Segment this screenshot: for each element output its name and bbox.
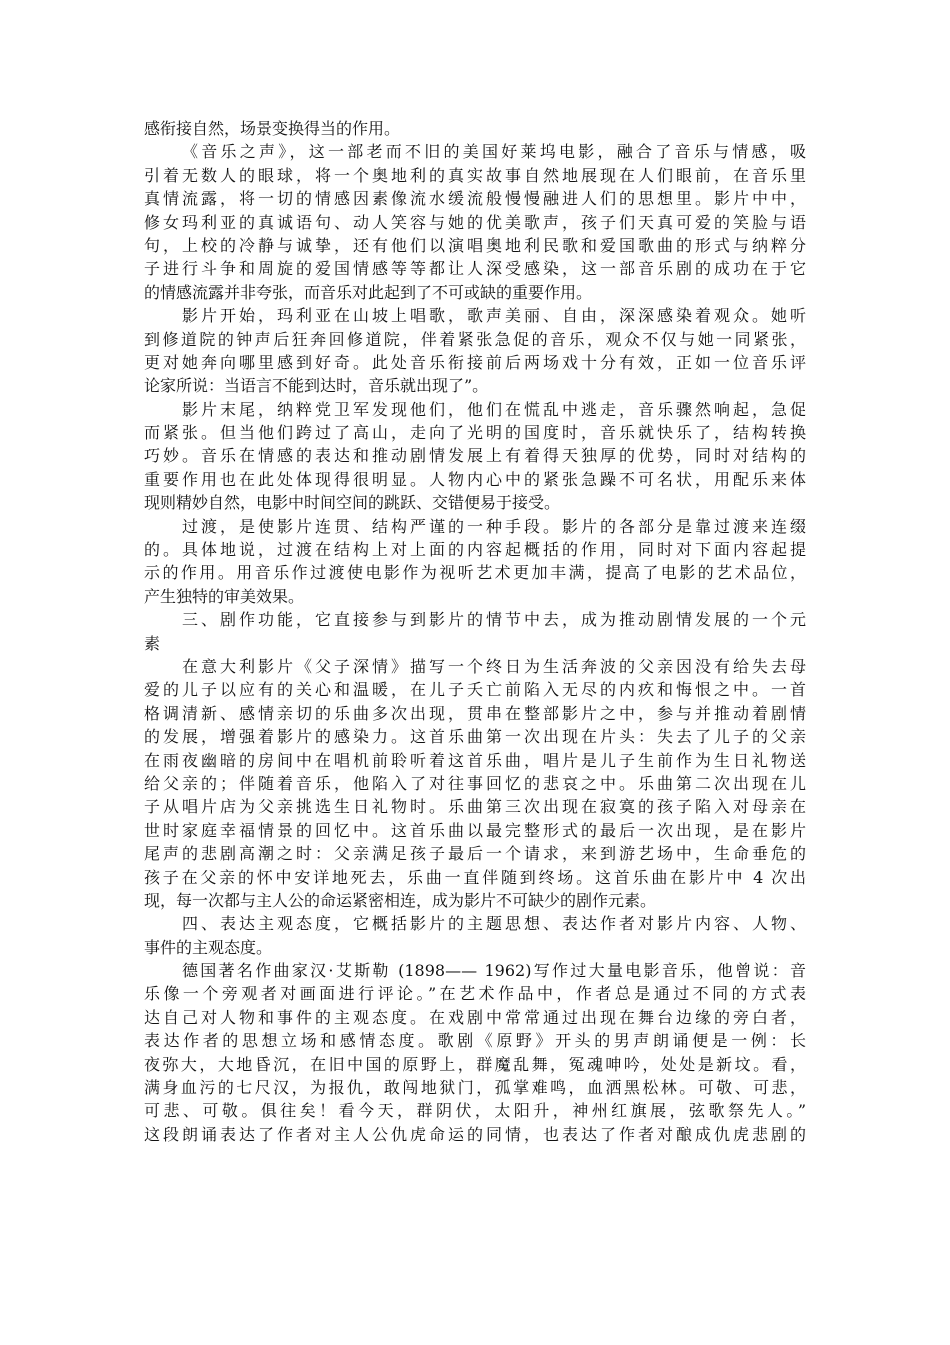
document-page — [144, 117, 806, 1146]
paragraph-p5 — [144, 515, 806, 609]
text-line: 真情流露，将一切的情感因素像流水缓流般慢慢融进人们的思想里。影片中中， — [144, 189, 806, 209]
paragraph-p7 — [144, 655, 806, 912]
text-line: 影片开始，玛利亚在山坡上唱歌，歌声美丽、自由，深深感染着观众。她听 — [182, 306, 806, 326]
text-line: 这段朗诵表达了作者对主人公仇虎命运的同情，也表达了作者对酿成仇虎悲剧的 — [144, 1124, 806, 1144]
text-line: 现则精妙自然，电影中时间空间的跳跃、交错便易于接受。 — [144, 493, 561, 513]
text-line: 感衔接自然，场景变换得当的作用。 — [144, 119, 401, 138]
text-line: 爱的儿子以应有的关心和温暖，在儿子夭亡前陷入无尽的内疚和悔恨之中。一首 — [144, 680, 806, 700]
text-line: 尾声的悲剧高潮之时：父亲满足孩子最后一个请求，来到游艺场中，生命垂危的 — [144, 844, 806, 864]
text-line: 的情感流露并非夸张，而音乐对此起到了不可或缺的重要作用。 — [144, 282, 593, 302]
paragraph-p6 — [144, 608, 806, 655]
paragraph-p8 — [144, 912, 806, 959]
text-line: 的。具体地说，过渡在结构上对上面的内容起概括的作用，同时对下面内容起提 — [144, 540, 806, 560]
text-line: 《音乐之声》，这一部老而不旧的美国好莱坞电影，融合了音乐与情感，吸 — [182, 142, 806, 162]
text-line: 子从唱片店为父亲挑选生日礼物时。乐曲第三次出现在寂寞的孩子陷入对母亲在 — [144, 797, 806, 817]
text-line: 事件的主观态度。 — [144, 937, 273, 957]
text-line: 乐像一个旁观者对画面进行评论。”在艺术作品中，作者总是通过不同的方式表 — [144, 984, 806, 1004]
text-line: 德国著名作曲家汉·艾斯勒 (1898—— 1962)写作过大量电影音乐，他曾说：音 — [182, 961, 806, 981]
text-line: 到修道院的钟声后狂奔回修道院，伴着紧张急促的音乐，观众不仅与她一同紧张， — [144, 329, 806, 349]
text-line: 示的作用。用音乐作过渡使电影作为视听艺术更加丰满，提高了电影的艺术品位， — [144, 563, 806, 583]
text-line: 过渡，是使影片连贯、结构严谨的一种手段。影片的各部分是靠过渡来连缀 — [182, 516, 806, 536]
paragraph-p2 — [144, 140, 806, 304]
paragraph-p1 — [144, 117, 806, 140]
text-line: 巧妙。音乐在情感的表达和推动剧情发展上有着得天独厚的优势，同时对结构的 — [144, 446, 806, 466]
paragraph-p4 — [144, 398, 806, 515]
text-line: 格调清新、感情亲切的乐曲多次出现，贯串在整部影片之中，参与并推动着剧情 — [144, 703, 806, 723]
text-line: 在意大利影片《父子深情》描写一个终日为生活奔波的父亲因没有给失去母 — [182, 656, 806, 676]
text-line: 而紧张。但当他们跨过了高山，走向了光明的国度时，音乐就快乐了，结构转换 — [144, 423, 806, 443]
text-line: 素 — [144, 633, 161, 653]
text-line: 达自己对人物和事件的主观态度。在戏剧中常常通过出现在舞台边缘的旁白者， — [144, 1007, 806, 1027]
text-line: 的发展，增强着影片的感染力。这首乐曲第一次出现在片头：失去了儿子的父亲 — [144, 727, 806, 747]
text-line: 四、表达主观态度，它概括影片的主题思想、表达作者对影片内容、人物、 — [182, 914, 806, 934]
text-line: 修女玛利亚的真诚语句、动人笑容与她的优美歌声，孩子们天真可爱的笑脸与语 — [144, 212, 806, 232]
paragraph-p3 — [144, 304, 806, 398]
text-line: 满身血污的七尺汉，为报仇，敢闯地狱门，孤掌难鸣，血洒黑松林。可敬、可悲， — [144, 1078, 806, 1098]
text-line: 产生独特的审美效果。 — [144, 586, 305, 606]
text-line: 三、剧作功能，它直接参与到影片的情节中去，成为推动剧情发展的一个元 — [182, 610, 806, 630]
text-line: 子进行斗争和周旋的爱国情感等等都让人深受感染，这一部音乐剧的成功在于它 — [144, 259, 806, 279]
text-line: 夜弥大，大地昏沉，在旧中国的原野上，群魔乱舞，冤魂呻吟，处处是新坟。看， — [144, 1054, 806, 1074]
text-line: 世时家庭幸福情景的回忆中。这首乐曲以最完整形式的最后一次出现，是在影片 — [144, 820, 806, 840]
text-line: 引着无数人的眼球，将一个奥地利的真实故事自然地展现在人们眼前，在音乐里 — [144, 165, 806, 185]
text-line: 影片末尾，纳粹党卫军发现他们，他们在慌乱中逃走，音乐骤然响起，急促 — [182, 399, 806, 419]
text-line: 现，每一次都与主人公的命运紧密相连，成为影片不可缺少的剧作元素。 — [144, 890, 657, 910]
text-line: 孩子在父亲的怀中安详地死去，乐曲一直伴随到终场。这首乐曲在影片中 4 次出 — [144, 867, 806, 887]
text-line: 更对她奔向哪里感到好奇。此处音乐衔接前后两场戏十分有效，正如一位音乐评 — [144, 352, 806, 372]
text-line: 在雨夜幽暗的房间中在唱机前聆听着这首乐曲，唱片是儿子生前作为生日礼物送 — [144, 750, 806, 770]
paragraph-p9 — [144, 959, 806, 1146]
text-line: 重要作用也在此处体现得很明显。人物内心中的紧张急躁不可名状，用配乐来体 — [144, 469, 806, 489]
text-line: 给父亲的；伴随着音乐，他陷入了对往事回忆的悲哀之中。乐曲第二次出现在儿 — [144, 773, 806, 793]
text-line: 可悲、可敬。俱往矣！看今天，群阴伏，太阳升，神州红旗展，弦歌祭先人。” — [144, 1101, 806, 1121]
text-line: 表达作者的思想立场和感情态度。歌剧《原野》开头的男声朗诵便是一例：长 — [144, 1031, 806, 1051]
text-line: 句，上校的冷静与诚挚，还有他们以演唱奥地利民歌和爱国歌曲的形式与纳粹分 — [144, 235, 806, 255]
text-line: 论家所说：当语言不能到达时，音乐就出现了”。 — [144, 376, 489, 396]
